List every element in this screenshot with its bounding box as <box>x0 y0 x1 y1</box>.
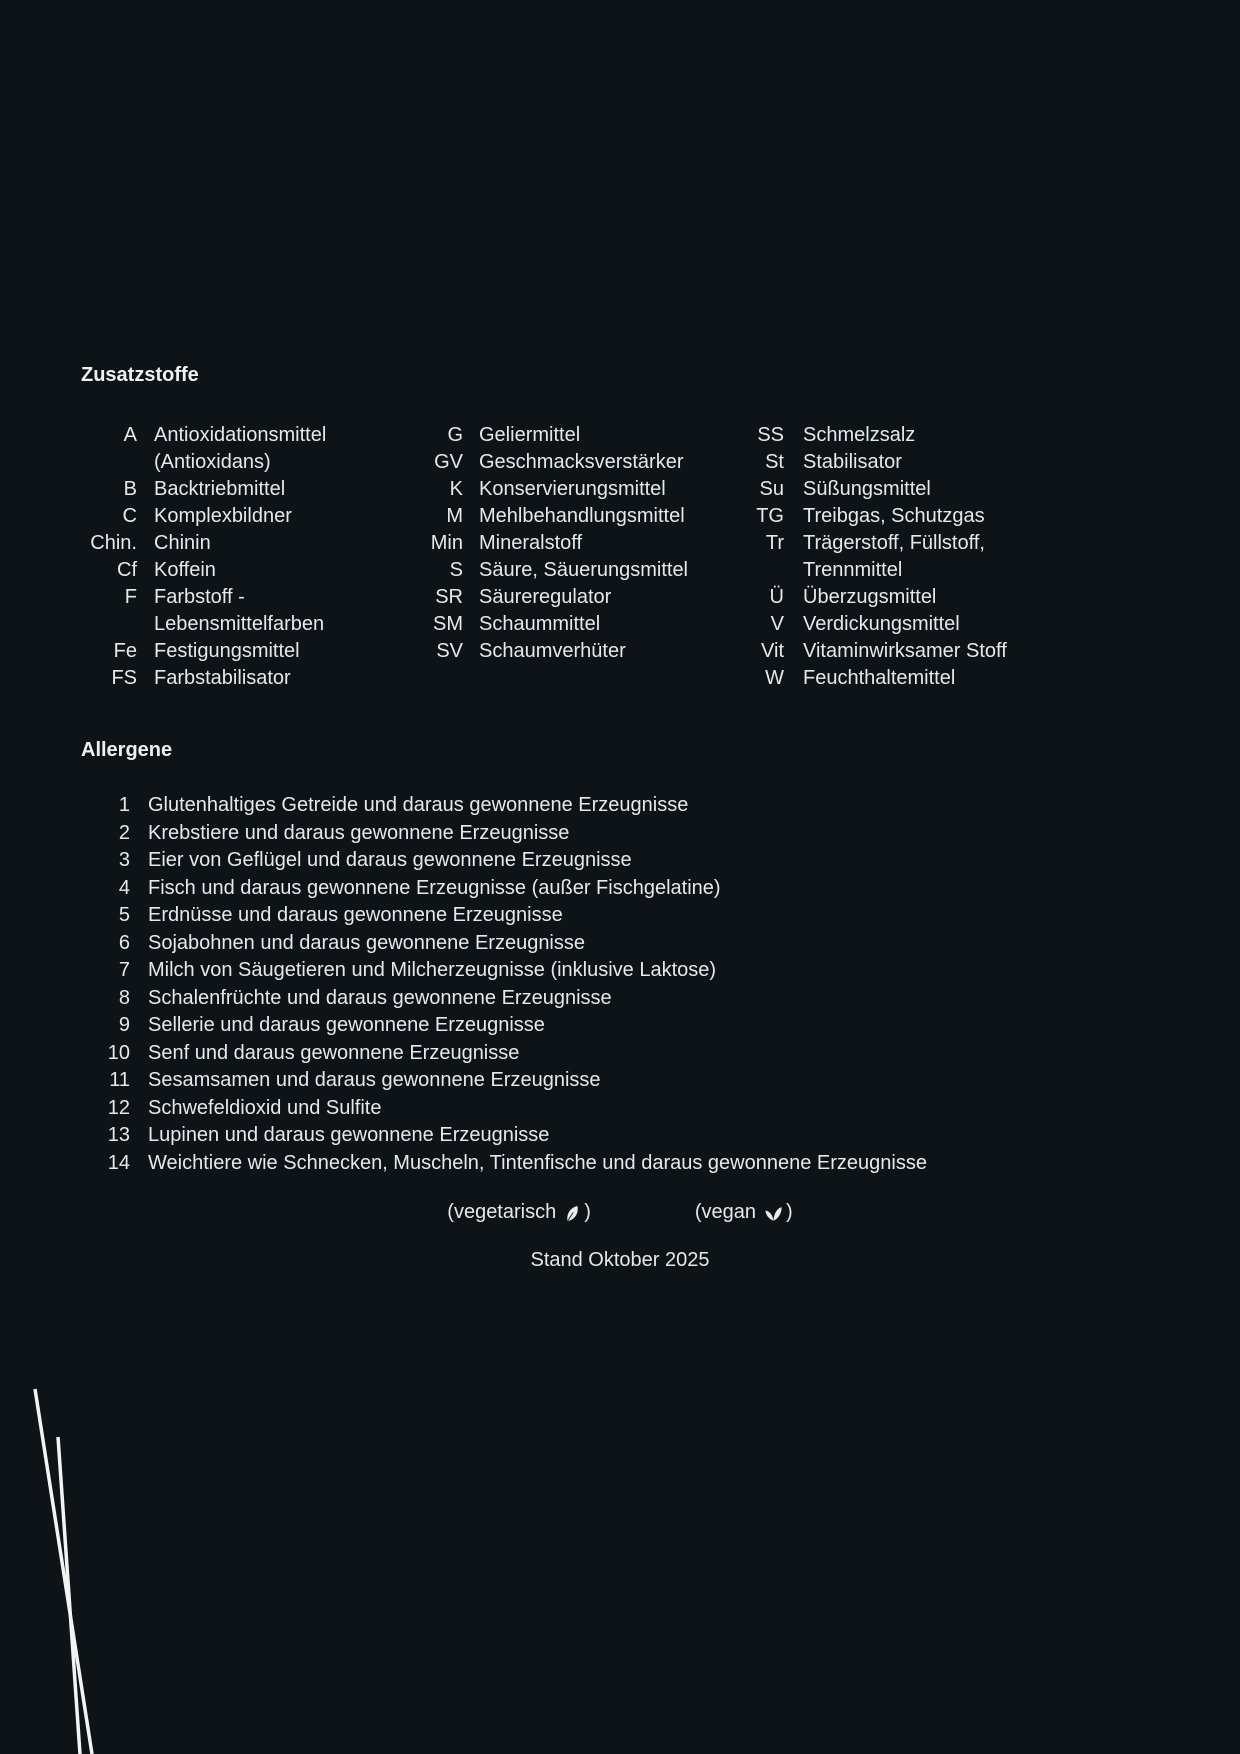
additive-entry <box>418 530 719 557</box>
allergen-label: Sesamsamen und daraus gewonnene Erzeugnisse <box>148 1069 601 1091</box>
additive-abbr: Chin. <box>90 532 137 554</box>
additive-label: Schmelzsalz <box>803 424 916 446</box>
allergen-number: 8 <box>118 986 130 1009</box>
additive-abbr: S <box>449 559 463 581</box>
additive-abbr: GV <box>434 451 463 473</box>
additive-entry <box>81 476 364 503</box>
additive-abbr: K <box>449 478 463 500</box>
additive-abbr: Min <box>430 532 463 554</box>
additive-entry <box>740 422 1038 449</box>
allergen-entry <box>81 1067 1159 1095</box>
additive-entry <box>740 449 1038 476</box>
additives-column <box>81 422 364 692</box>
additive-entry <box>81 584 364 638</box>
vegetarian-label: (vegetarisch <box>447 1201 557 1223</box>
additive-label: Treibgas, Schutzgas <box>803 505 985 527</box>
decorative-chopstick-lines <box>28 1384 138 1754</box>
additive-abbr: FS <box>111 667 137 689</box>
allergen-entry <box>81 1122 1159 1150</box>
additives-column <box>418 422 719 692</box>
additive-label: Verdickungsmittel <box>803 613 960 635</box>
additive-label: Koffein <box>154 559 216 581</box>
allergen-entry <box>81 930 1159 958</box>
additive-entry <box>81 530 364 557</box>
allergen-label: Schalenfrüchte und daraus gewonnene Erzeugnisse <box>148 986 612 1009</box>
allergen-label: Milch von Säugetieren und Milcherzeugnisse (inklusive Laktose) <box>148 959 717 981</box>
additive-entry <box>81 557 364 584</box>
additive-entry <box>740 665 1038 692</box>
allergen-number: 11 <box>109 1069 130 1091</box>
additive-entry <box>418 476 719 503</box>
additive-abbr: SM <box>433 613 463 635</box>
additive-abbr: Fe <box>113 640 137 662</box>
allergen-label: Krebstiere und daraus gewonnene Erzeugnisse <box>148 821 570 844</box>
allergen-entry <box>81 847 1159 875</box>
vegan-legend <box>695 1199 793 1227</box>
additives-grid <box>81 422 1159 692</box>
additive-label: Chinin <box>154 532 211 554</box>
additive-abbr: Tr <box>765 532 784 554</box>
allergen-number: 7 <box>118 959 130 981</box>
additive-abbr: Vit <box>761 640 784 662</box>
vegetarian-label-close: ) <box>584 1201 591 1223</box>
additive-label: Feuchthaltemittel <box>803 667 956 689</box>
additive-abbr: Su <box>759 478 784 500</box>
additive-label: Geliermittel <box>479 424 581 446</box>
additive-label: Schaumverhüter <box>479 640 626 662</box>
diet-legend <box>81 1199 1159 1227</box>
additive-entry <box>418 638 719 665</box>
allergen-label: Erdnüsse und daraus gewonnene Erzeugnisse <box>148 904 563 926</box>
allergen-number: 12 <box>107 1096 130 1119</box>
additive-abbr: SS <box>757 424 784 446</box>
vegan-label: (vegan <box>694 1201 757 1223</box>
vegan-sprout-icon <box>764 1205 783 1222</box>
additive-label: Süßungsmittel <box>803 478 931 500</box>
additive-abbr: V <box>770 613 784 635</box>
allergen-number: 6 <box>118 931 130 954</box>
additive-entry <box>418 503 719 530</box>
additive-label: Backtriebmittel <box>154 478 286 500</box>
allergen-label: Senf und daraus gewonnene Erzeugnisse <box>148 1041 520 1064</box>
allergen-entry <box>81 985 1159 1013</box>
allergen-number: 13 <box>107 1124 130 1146</box>
allergen-number: 2 <box>118 821 130 844</box>
additive-entry <box>81 422 364 476</box>
additive-abbr: St <box>765 451 784 473</box>
additive-entry <box>81 665 364 692</box>
vegetarian-leaf-icon <box>564 1205 581 1222</box>
additive-label: Antioxidationsmittel (Antioxidans) <box>154 424 327 473</box>
version-date: Stand Oktober 2025 <box>530 1248 710 1271</box>
additive-label: Säure, Säuerungsmittel <box>479 559 689 581</box>
additive-label: Komplexbildner <box>154 505 292 527</box>
additives-column <box>740 422 1038 692</box>
vegetarian-legend <box>447 1199 591 1227</box>
allergens-title: Allergene <box>81 739 173 761</box>
additive-entry <box>740 476 1038 503</box>
additive-entry <box>740 530 1038 584</box>
allergen-entry <box>81 1012 1159 1040</box>
additive-label: Farbstoff - Lebensmittelfarben <box>154 586 325 635</box>
additive-entry <box>81 503 364 530</box>
allergen-label: Lupinen und daraus gewonnene Erzeugnisse <box>148 1124 550 1146</box>
allergen-label: Glutenhaltiges Getreide und daraus gewonnene Erzeugnisse <box>148 794 689 816</box>
additive-label: Trägerstoff, Füllstoff, Trennmittel <box>803 532 985 581</box>
additive-abbr: Ü <box>769 586 784 608</box>
additive-label: Stabilisator <box>803 451 902 473</box>
additive-label: Vitaminwirksamer Stoff <box>803 640 1007 662</box>
additive-entry <box>81 638 364 665</box>
additives-title: Zusatzstoffe <box>81 364 199 386</box>
additive-label: Mehlbehandlungsmittel <box>479 505 685 527</box>
allergen-label: Fisch und daraus gewonnene Erzeugnisse (außer Fischgelatine) <box>148 876 721 899</box>
vegan-label-close: ) <box>786 1201 793 1223</box>
additive-abbr: B <box>123 478 137 500</box>
allergen-number: 5 <box>118 904 130 926</box>
additive-abbr: M <box>446 505 463 527</box>
additive-abbr: Cf <box>117 559 137 581</box>
additive-label: Konservierungsmittel <box>479 478 666 500</box>
additive-entry <box>740 503 1038 530</box>
allergen-entry <box>81 957 1159 985</box>
additive-entry <box>418 422 719 449</box>
allergen-label: Weichtiere wie Schnecken, Muscheln, Tintenfische und daraus gewonnene Erzeugnisse <box>148 1151 927 1174</box>
allergen-entry <box>81 792 1159 820</box>
additive-abbr: SR <box>435 586 463 608</box>
allergens-list <box>81 792 1159 1177</box>
allergen-label: Eier von Geflügel und daraus gewonnene Erzeugnisse <box>148 849 632 871</box>
allergen-number: 4 <box>118 876 130 899</box>
allergen-number: 10 <box>107 1041 130 1064</box>
allergen-label: Sojabohnen und daraus gewonnene Erzeugnisse <box>148 931 586 954</box>
additive-abbr: SV <box>436 640 463 662</box>
allergen-entry <box>81 1040 1159 1068</box>
allergen-number: 3 <box>118 849 130 871</box>
additive-label: Schaummittel <box>479 613 601 635</box>
additive-entry <box>418 611 719 638</box>
additive-abbr: TG <box>756 505 784 527</box>
additive-entry <box>740 611 1038 638</box>
additive-label: Mineralstoff <box>479 532 583 554</box>
allergen-entry <box>81 1095 1159 1123</box>
legend-page <box>0 362 1240 1274</box>
additive-entry <box>418 584 719 611</box>
additive-label: Farbstabilisator <box>154 667 291 689</box>
additive-abbr: F <box>124 586 137 608</box>
additive-abbr: W <box>765 667 784 689</box>
additive-abbr: G <box>447 424 463 446</box>
allergen-entry <box>81 875 1159 903</box>
allergen-number: 1 <box>118 794 130 816</box>
additive-entry <box>418 449 719 476</box>
additive-abbr: A <box>123 424 137 446</box>
additive-entry <box>418 557 719 584</box>
allergen-number: 14 <box>107 1151 130 1174</box>
additive-label: Geschmacksverstärker <box>479 451 684 473</box>
allergen-entry <box>81 820 1159 848</box>
allergen-number: 9 <box>118 1014 130 1036</box>
additive-abbr: C <box>122 505 137 527</box>
allergen-label: Sellerie und daraus gewonnene Erzeugnisse <box>148 1014 545 1036</box>
allergen-entry <box>81 1150 1159 1178</box>
allergen-entry <box>81 902 1159 930</box>
additive-label: Säureregulator <box>479 586 612 608</box>
additive-label: Überzugsmittel <box>803 586 937 608</box>
additive-entry <box>740 638 1038 665</box>
additive-entry <box>740 584 1038 611</box>
allergen-label: Schwefeldioxid und Sulfite <box>148 1096 382 1119</box>
additive-label: Festigungsmittel <box>154 640 300 662</box>
